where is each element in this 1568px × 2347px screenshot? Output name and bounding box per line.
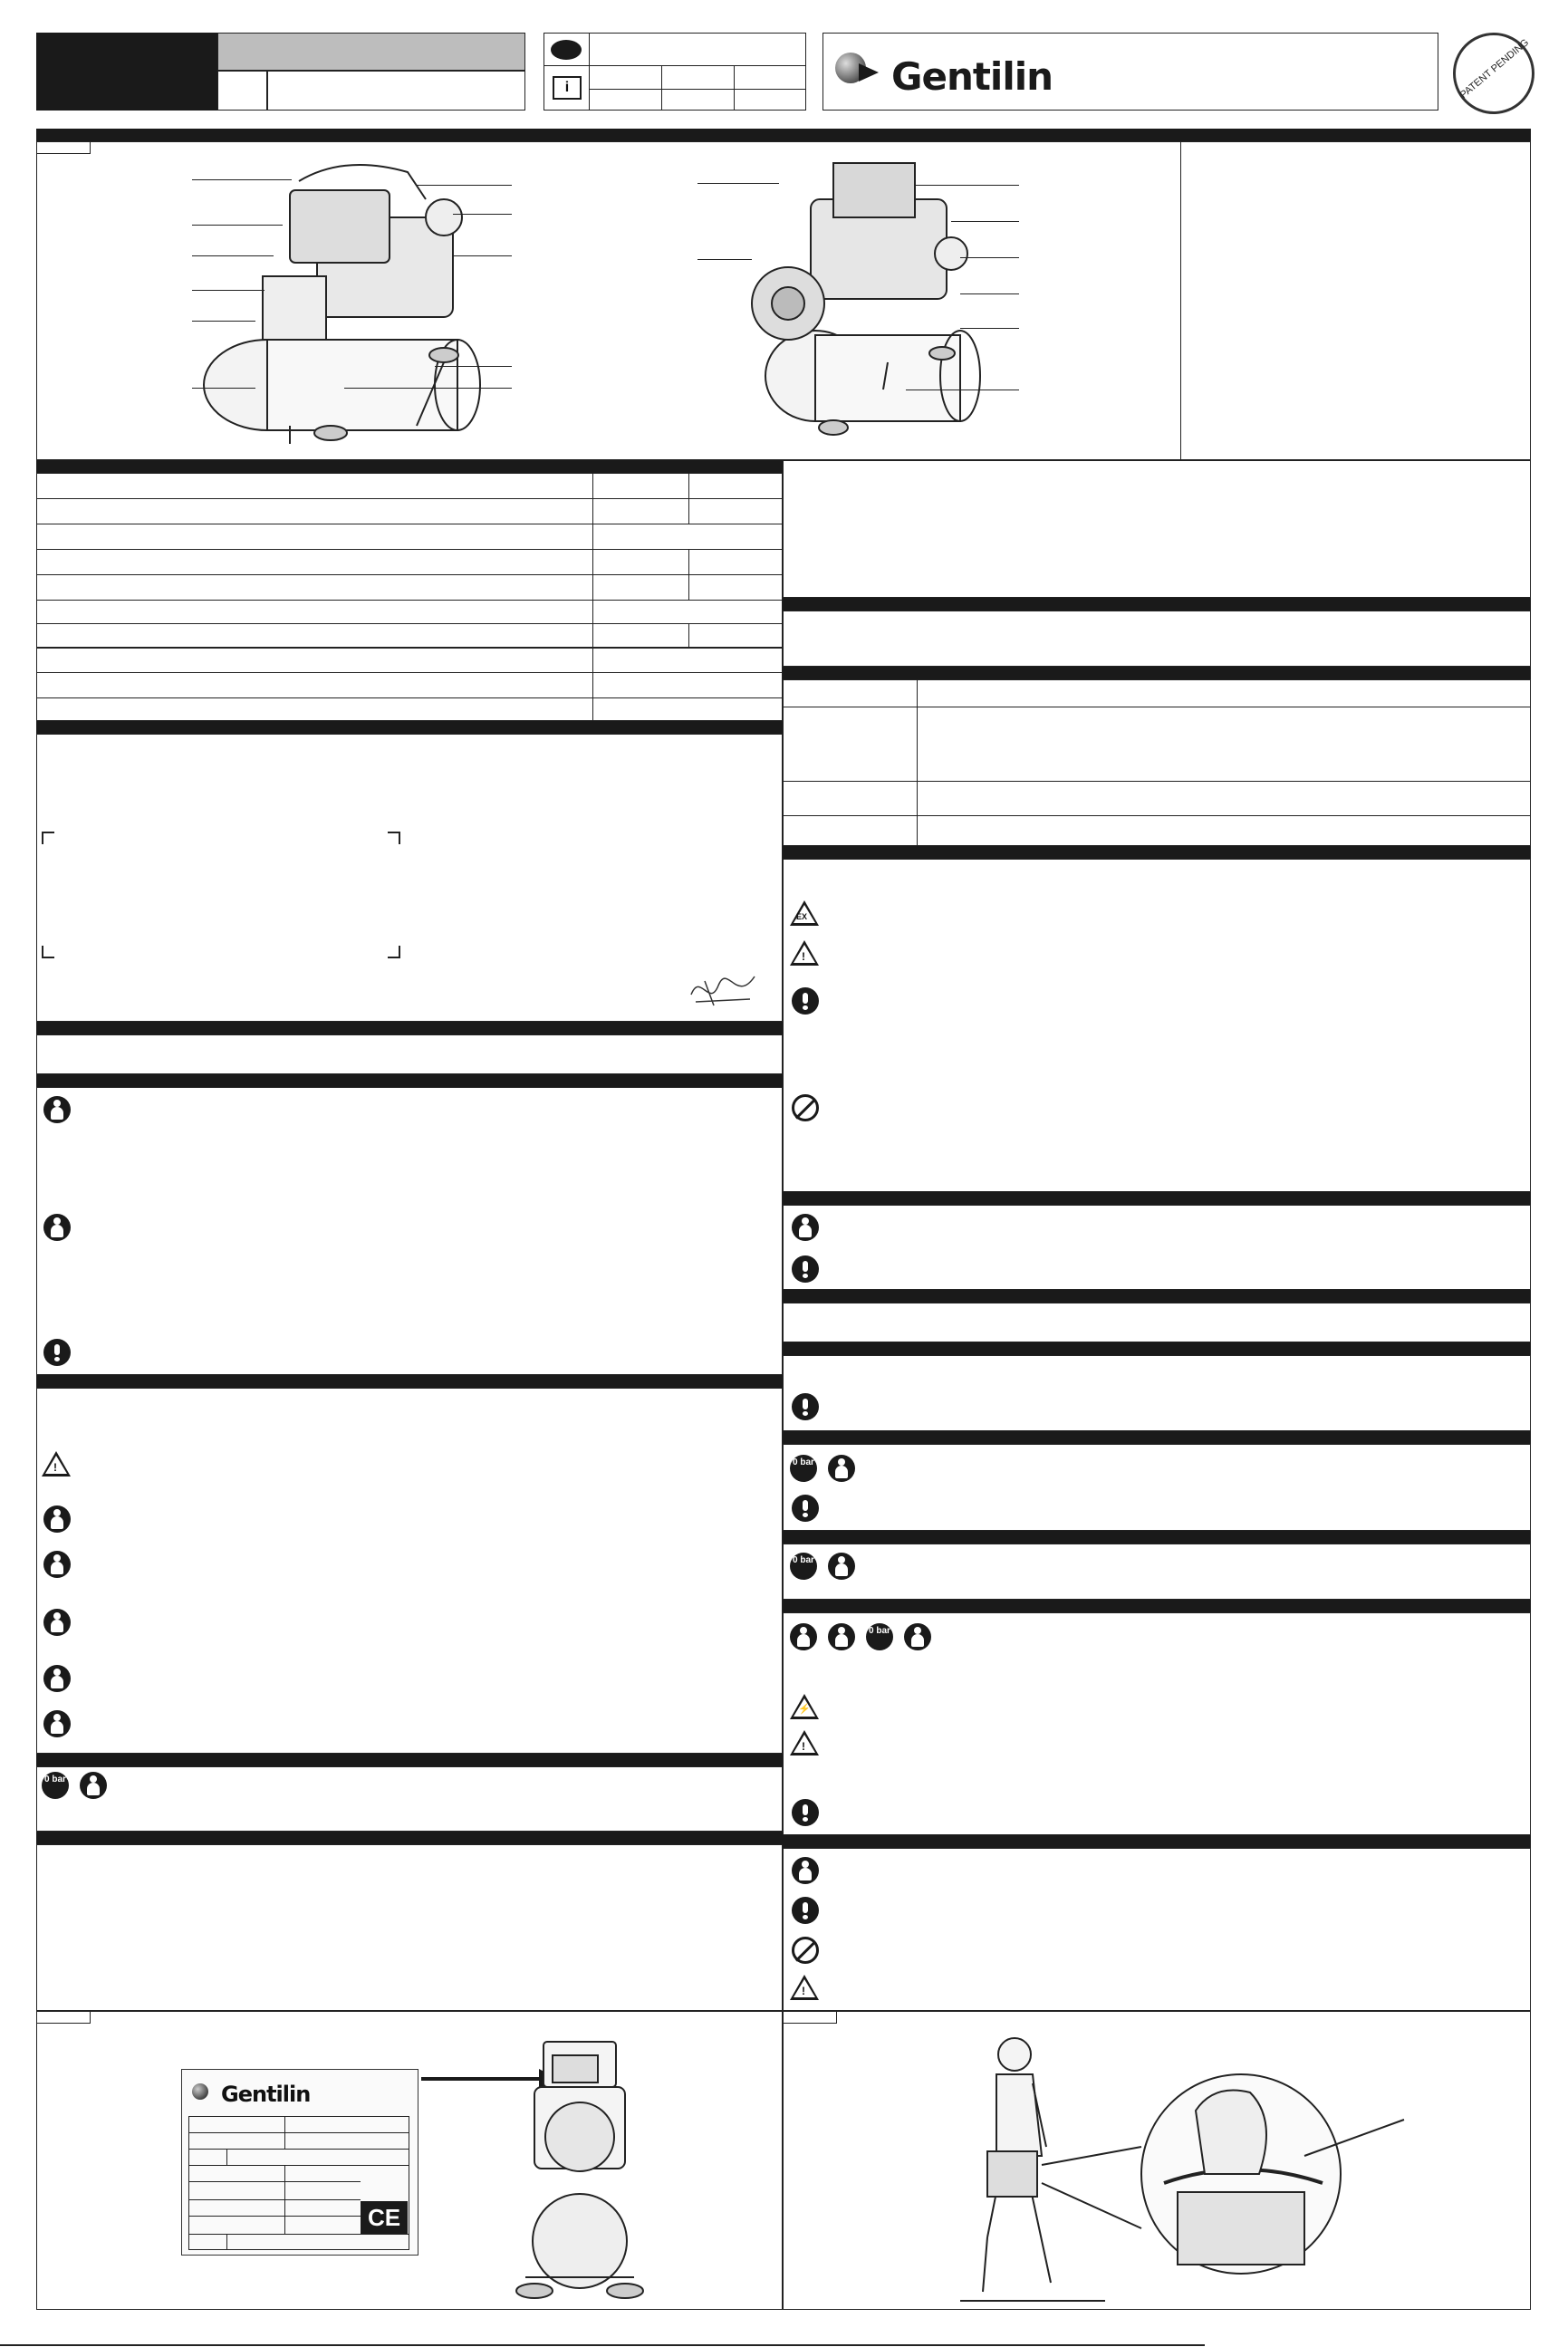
figure-plate-label [36,2011,91,2024]
operator-icon-3 [790,1623,817,1650]
language-flag-icon [551,40,582,60]
safety-box [36,1388,783,1754]
compressor-side-view [507,2033,652,2304]
electrician-icon-2 [828,1623,855,1650]
ce-mark: CE [361,2201,408,2234]
mandatory-icon-3 [792,1255,819,1283]
start-box [783,1303,1531,1342]
storage-box [783,611,1531,667]
electrical-tech-icon [43,1609,71,1636]
language-box [544,33,806,111]
section-bar-depressurize [36,1754,783,1766]
section-bar-read-manual [36,1074,783,1087]
intended-use-box [783,460,1531,598]
brand-logo: Gentilin [891,54,1053,99]
operator-icon-4 [792,1857,819,1884]
troubleshooting-table [783,679,1531,846]
figure-carry-label [783,2011,837,2024]
section-bar-start [783,1290,1531,1303]
environment-box [783,859,1531,1192]
signature [687,967,759,1013]
read-manual-icon-2 [43,1214,71,1241]
book-icon: i [553,76,582,100]
section-bar-tech-data [36,460,783,473]
zero-bar-icon: 0 bar [42,1772,69,1799]
footer-rule [0,2344,1205,2346]
header-grey-band [217,33,525,71]
operator-icon [43,1505,71,1533]
section-bar-use [783,1342,1531,1355]
stamp-corner-tl [42,832,54,844]
handle-detail-view [1033,2047,1413,2292]
section-bar-storage [783,598,1531,611]
mandatory-icon [43,1339,71,1366]
drain-box [783,1544,1531,1600]
manufacturer-tech-icon [43,1710,71,1737]
transport-box [783,1848,1531,2011]
section-bar-drain [783,1531,1531,1544]
mandatory-icon-7 [792,1897,819,1924]
header-field-wide [267,71,525,111]
use-box [783,1355,1531,1431]
mandatory-icon-5 [792,1495,819,1522]
patent-pending-text: PATENT PENDING [1457,36,1532,101]
unplug-icon [80,1772,107,1799]
maintenance-box [783,1612,1531,1835]
section-bar-intro [36,1022,783,1034]
brand-logo-arrow-icon [859,63,879,82]
stamp-corner-bl [42,946,54,958]
unplug-icon-2 [828,1455,855,1482]
section-bar-top [36,129,1531,141]
section-bar-maintenance [783,1600,1531,1612]
operator-icon-2 [792,1214,819,1241]
header-field-small [217,71,267,111]
declaration-box [36,734,783,1022]
zero-bar-icon-4: 0 bar [866,1623,893,1650]
header-black-block [36,33,217,111]
intro-box [36,1034,783,1074]
section-bar-transport [783,1835,1531,1848]
tech-data-table [36,473,783,721]
section-bar-troubleshooting [783,667,1531,679]
prohibited-icon [792,1094,819,1121]
rating-plate-logo-ball-icon [192,2083,208,2100]
zero-bar-icon-3: 0 bar [790,1553,817,1580]
mandatory-icon-6 [792,1799,819,1826]
electrician-icon [43,1551,71,1578]
zero-bar-icon-2: 0 bar [790,1455,817,1482]
unplug-icon-3 [828,1553,855,1580]
section-bar-connection [783,1192,1531,1205]
figure-1-label [36,141,91,154]
section-bar-description [36,1832,783,1844]
compressor-front-view [181,145,544,453]
read-manual-icon [43,1096,71,1123]
connection-box [783,1205,1531,1290]
mandatory-icon-2 [792,987,819,1015]
section-bar-stop [783,1431,1531,1444]
section-bar-environment [783,846,1531,859]
stamp-corner-br [388,946,400,958]
prohibited-icon-2 [792,1937,819,1964]
section-bar-declaration [36,721,783,734]
stop-box [783,1444,1531,1531]
description-box [36,1844,783,2011]
compressor-rear-view [734,145,1005,453]
unplug-icon-4 [904,1623,931,1650]
section-bar-safety [36,1375,783,1388]
rating-plate-brand: Gentilin [221,2082,311,2107]
depressurize-box [36,1766,783,1832]
stamp-corner-tr [388,832,400,844]
maintenance-tech-icon [43,1665,71,1692]
read-manual-box [36,1087,783,1375]
mandatory-icon-4 [792,1393,819,1420]
